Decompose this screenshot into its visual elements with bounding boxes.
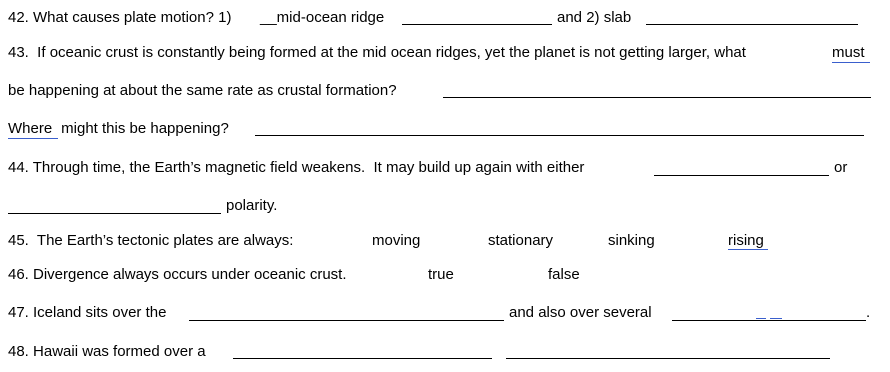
q47-stem: 47. Iceland sits over the: [8, 304, 167, 321]
q45-option-moving[interactable]: moving: [372, 232, 421, 249]
q46-option-true[interactable]: true: [428, 266, 454, 283]
q44-polarity: polarity.: [226, 197, 278, 214]
q43-line-2: be happening at about the same rate as crustal formation?: [8, 82, 397, 99]
q43-line-3: might this be happening?: [57, 120, 229, 137]
q48-blank-2[interactable]: [506, 358, 830, 359]
q46-stem: 46. Divergence always occurs under oceanic crust.: [8, 266, 347, 283]
q45-option-rising[interactable]: rising: [728, 232, 764, 249]
q47-blank-1[interactable]: [189, 320, 504, 321]
q44-blank-2[interactable]: [8, 213, 221, 214]
q47-mid-text: and also over several: [509, 304, 652, 321]
q44-or: or: [834, 159, 848, 176]
q43-must-word: must: [832, 44, 865, 61]
q43-where-word: Where: [8, 120, 53, 137]
grammar-underline: [728, 249, 768, 250]
q48-blank-1[interactable]: [233, 358, 492, 359]
q46-option-false[interactable]: false: [548, 266, 580, 283]
grammar-underline: [756, 318, 766, 319]
q44-blank-1[interactable]: [654, 175, 829, 176]
grammar-underline: [8, 138, 58, 139]
q45-stem: 45. The Earth’s tectonic plates are always:: [8, 232, 294, 249]
grammar-underline: [832, 62, 870, 63]
q47-end-period: .: [866, 304, 871, 321]
q43-line-1: 43. If oceanic crust is constantly being formed at the mid ocean ridges, yet the planet is not getting larger, what: [8, 44, 751, 61]
q44-line-1: 44. Through time, the Earth’s magnetic field weakens. It may build up again with either: [8, 159, 585, 176]
q45-option-sinking[interactable]: sinking: [608, 232, 655, 249]
q47-blank-2[interactable]: [672, 320, 866, 321]
q45-option-stationary[interactable]: stationary: [488, 232, 554, 249]
q42-answer-1: __mid-ocean ridge: [260, 9, 385, 26]
q43-blank-2[interactable]: [255, 135, 864, 136]
q42-prefix: 42. What causes plate motion? 1): [8, 9, 236, 26]
q42-mid-text: and 2) slab: [557, 9, 632, 26]
q43-blank-1[interactable]: [443, 97, 871, 98]
q42-blank-1[interactable]: [402, 24, 552, 25]
q42-blank-2[interactable]: [646, 24, 858, 25]
q48-stem: 48. Hawaii was formed over a: [8, 343, 206, 360]
grammar-underline: [770, 318, 782, 319]
